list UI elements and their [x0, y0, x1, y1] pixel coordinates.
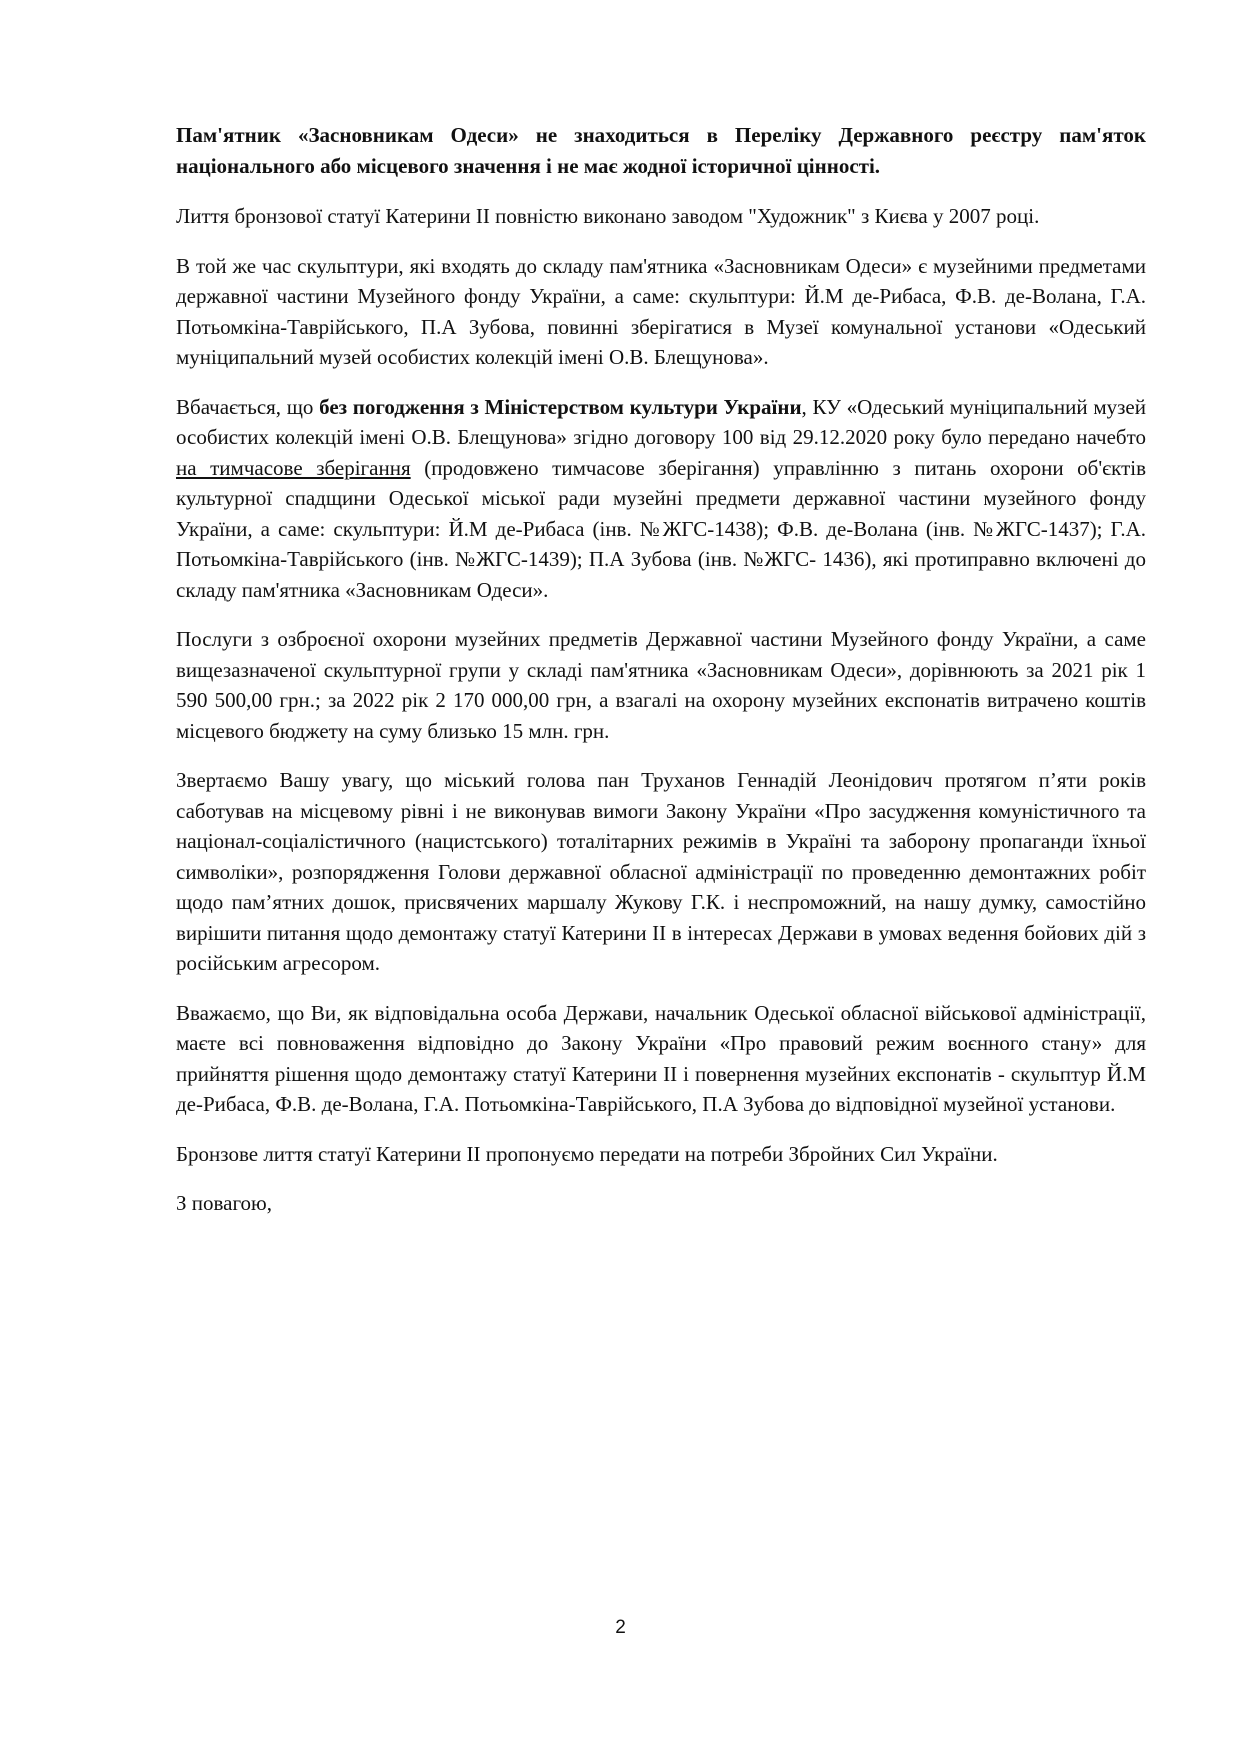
paragraph-transfer-without-approval: [176, 392, 1146, 606]
document-heading: Пам'ятник «Засновникам Одеси» не знаходиться в Переліку Державного реєстру пам'яток національного або місцевого значення і не має жодної історичної цінності.: [176, 123, 1146, 178]
paragraph-text-segment: Вбачається, що: [176, 394, 320, 419]
page-number: 2: [615, 1617, 626, 1638]
bold-emphasis: без погодження з Міністерством культури України: [319, 394, 802, 419]
paragraph-security-costs: Послуги з озброєної охорони музейних предметів Державної частини Музейного фонду України, а саме вищезазначеної скульптурної групи у складі пам'ятника «Засновникам Одеси», дорівнюють за 2021 рік 1 590 500,00 грн.; за 2022 рік 2 170 000,00 грн, а взагалі на охорону музейних експонатів витрачено коштів місцевого бюджету на суму близько 15 млн. грн.: [176, 627, 1146, 743]
closing-salutation: З повагою,: [176, 1191, 272, 1215]
document-body: [176, 120, 1146, 1238]
paragraph-text-segment: , КУ «Одеський муніципальний музей особистих колекцій імені О.В. Блещунова» згідно договору 100 від 29.12.2020 року було передано начебто: [176, 394, 1146, 449]
paragraph-statue-casting: Лиття бронзової статуї Катерини ІІ повністю виконано заводом "Художник" з Києва у 2007 році.: [176, 204, 1040, 228]
paragraph-sculptures-museum-fund: В той же час скульптури, які входять до складу пам'ятника «Засновникам Одеси» є музейними предметами державної частини Музейного фонду України, а саме: скульптури: Й.М де-Рибаса, Ф.В. де-Волана, Г.А. Потьомкіна-Таврійського, П.А Зубова, повинні зберігатися в Музеї комунальної установи «Одеський муніципальний музей особистих колекцій імені О.В. Блещунова».: [176, 253, 1146, 369]
underlined-emphasis: на тимчасове зберігання: [176, 455, 411, 480]
paragraph-text-segment: (продовжено тимчасове зберігання) управлінню з питань охорони об'єктів культурної спадщини Одеської міської ради музейні предмети державної частини музейного фонду України, а саме: скульптури: Й.М де-Рибаса (інв. №ЖГС-1438); Ф.В. де-Волана (інв. №ЖГС-1437); Г.А. Потьомкіна-Таврійського (інв. №ЖГС-1439); П.А Зубова (інв. №ЖГС- 1436), які протиправно включені до складу пам'ятника «Засновникам Одеси».: [176, 455, 1146, 602]
paragraph-bronze-transfer: Бронзове лиття статуї Катерини ІІ пропонуємо передати на потреби Збройних Сил України.: [176, 1141, 998, 1166]
paragraph-mayor-sabotage: Звертаємо Вашу увагу, що міський голова пан Труханов Геннадій Леонідович протягом п’яти років саботував на місцевому рівні і не виконував вимоги Закону України «Про засудження комуністичного та націонал-соціалістичного (нацистського) тоталітарних режимів в Україні та заборону пропаганди їхньої символіки», розпорядження Голови державної обласної адміністрації по проведенню демонтажних робіт щодо пам’ятних дошок, присвячених маршалу Жукову Г.К. і неспроможний, на нашу думку, самостійно вирішити питання щодо демонтажу статуї Катерини ІІ в інтересах Держави в умовах ведення бойових дій з російським агресором.: [176, 768, 1146, 975]
paragraph-authority-request: Вважаємо, що Ви, як відповідальна особа Держави, начальник Одеської обласної військової адміністрації, маєте всі повноваження відповідно до Закону України «Про правовий режим воєнного стану» для прийняття рішення щодо демонтажу статуї Катерини ІІ і повернення музейних експонатів - скульптур Й.М де-Рибаса, Ф.В. де-Волана, Г.А. Потьомкіна-Таврійського, П.А Зубова до відповідної музейної установи.: [176, 1000, 1146, 1116]
